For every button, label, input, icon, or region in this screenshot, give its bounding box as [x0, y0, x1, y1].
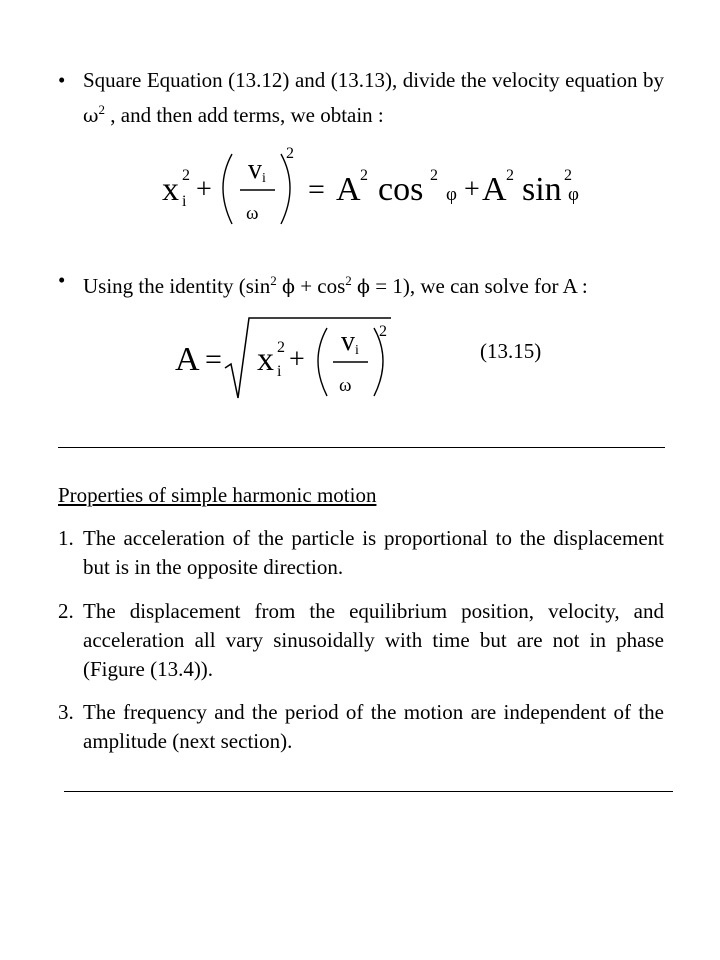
property-number: 2.	[58, 599, 74, 623]
property-item	[58, 524, 664, 582]
eq1-cos-exp: 2	[430, 167, 438, 184]
eq1-A2-exp: 2	[506, 167, 514, 184]
omega-symbol: ω	[83, 105, 99, 127]
property-text: The displacement from the equilibrium position, velocity, and acceleration all vary sinusoidally with time but are not in phase (Figure (13.4)).	[83, 599, 664, 681]
phi-symbol: ϕ	[282, 276, 295, 298]
eq2-radical	[225, 318, 391, 398]
eq1-x: x	[162, 171, 179, 208]
eq1-equals: =	[308, 173, 325, 206]
bullet-dot: •	[58, 68, 66, 92]
eq2-x-sup: 2	[277, 339, 285, 356]
eq1-cos: cos	[378, 171, 424, 208]
eq2-omega: ω	[339, 375, 352, 396]
eq2-v: v	[341, 326, 355, 357]
property-item	[58, 597, 664, 684]
eq2-x-sub: i	[277, 363, 282, 380]
eq1-plus: +	[196, 174, 212, 205]
eq1-sin: sin	[522, 171, 562, 208]
equation-energy	[150, 140, 590, 235]
equation-label: (13.15)	[480, 339, 542, 363]
property-text: The acceleration of the particle is proportional to the displacement but is in the opposite direction.	[83, 526, 664, 579]
property-item	[58, 698, 664, 756]
property-text: The frequency and the period of the motion are independent of the amplitude (next section).	[83, 700, 664, 753]
eq1-A1-exp: 2	[360, 167, 368, 184]
property-number: 3.	[58, 700, 74, 724]
eq1-phi1: φ	[446, 184, 457, 205]
eq1-right-paren	[281, 154, 290, 224]
eq1-v-sub: i	[262, 171, 266, 186]
identity-text: Using the identity ($\sin^2$ $\phi + \cos^2 \phi = 1$), we can solve for A :	[83, 273, 588, 298]
divider-top	[58, 447, 665, 448]
eq2-left-paren	[318, 328, 327, 396]
eq1-x-sub: i	[182, 193, 187, 210]
eq1-A2: A	[482, 171, 507, 208]
intro-text: Square Equation (13.12) and (13.13), divide the velocity equation by $\omega^2$ , and then add terms, we obtain :	[83, 68, 664, 127]
bullet-dot: •	[58, 268, 66, 292]
identity-paragraph	[58, 266, 678, 302]
properties-heading: Properties of simple harmonic motion	[58, 483, 377, 507]
eq1-phi2: φ	[568, 184, 579, 205]
eq1-v: v	[248, 154, 262, 185]
eq1-omega: ω	[246, 203, 259, 224]
eq1-left-paren	[223, 154, 232, 224]
eq1-x-sup: 2	[182, 167, 190, 184]
eq1-paren-exp: 2	[286, 145, 294, 162]
eq2-x: x	[257, 341, 274, 378]
eq2-paren-exp: 2	[379, 323, 387, 340]
eq2-A: A	[175, 341, 200, 378]
eq1-A1: A	[336, 171, 361, 208]
eq1-sin-exp: 2	[564, 167, 572, 184]
eq2-plus: +	[289, 344, 305, 375]
eq2-equals: =	[205, 343, 222, 376]
eq1-plus2: +	[464, 174, 480, 205]
divider-bottom	[64, 791, 673, 792]
eq2-v-sub: i	[355, 343, 359, 358]
property-number: 1.	[58, 526, 74, 550]
intro-paragraph	[58, 66, 664, 131]
phi-symbol: ϕ	[357, 276, 370, 298]
equation-amplitude	[165, 310, 405, 405]
